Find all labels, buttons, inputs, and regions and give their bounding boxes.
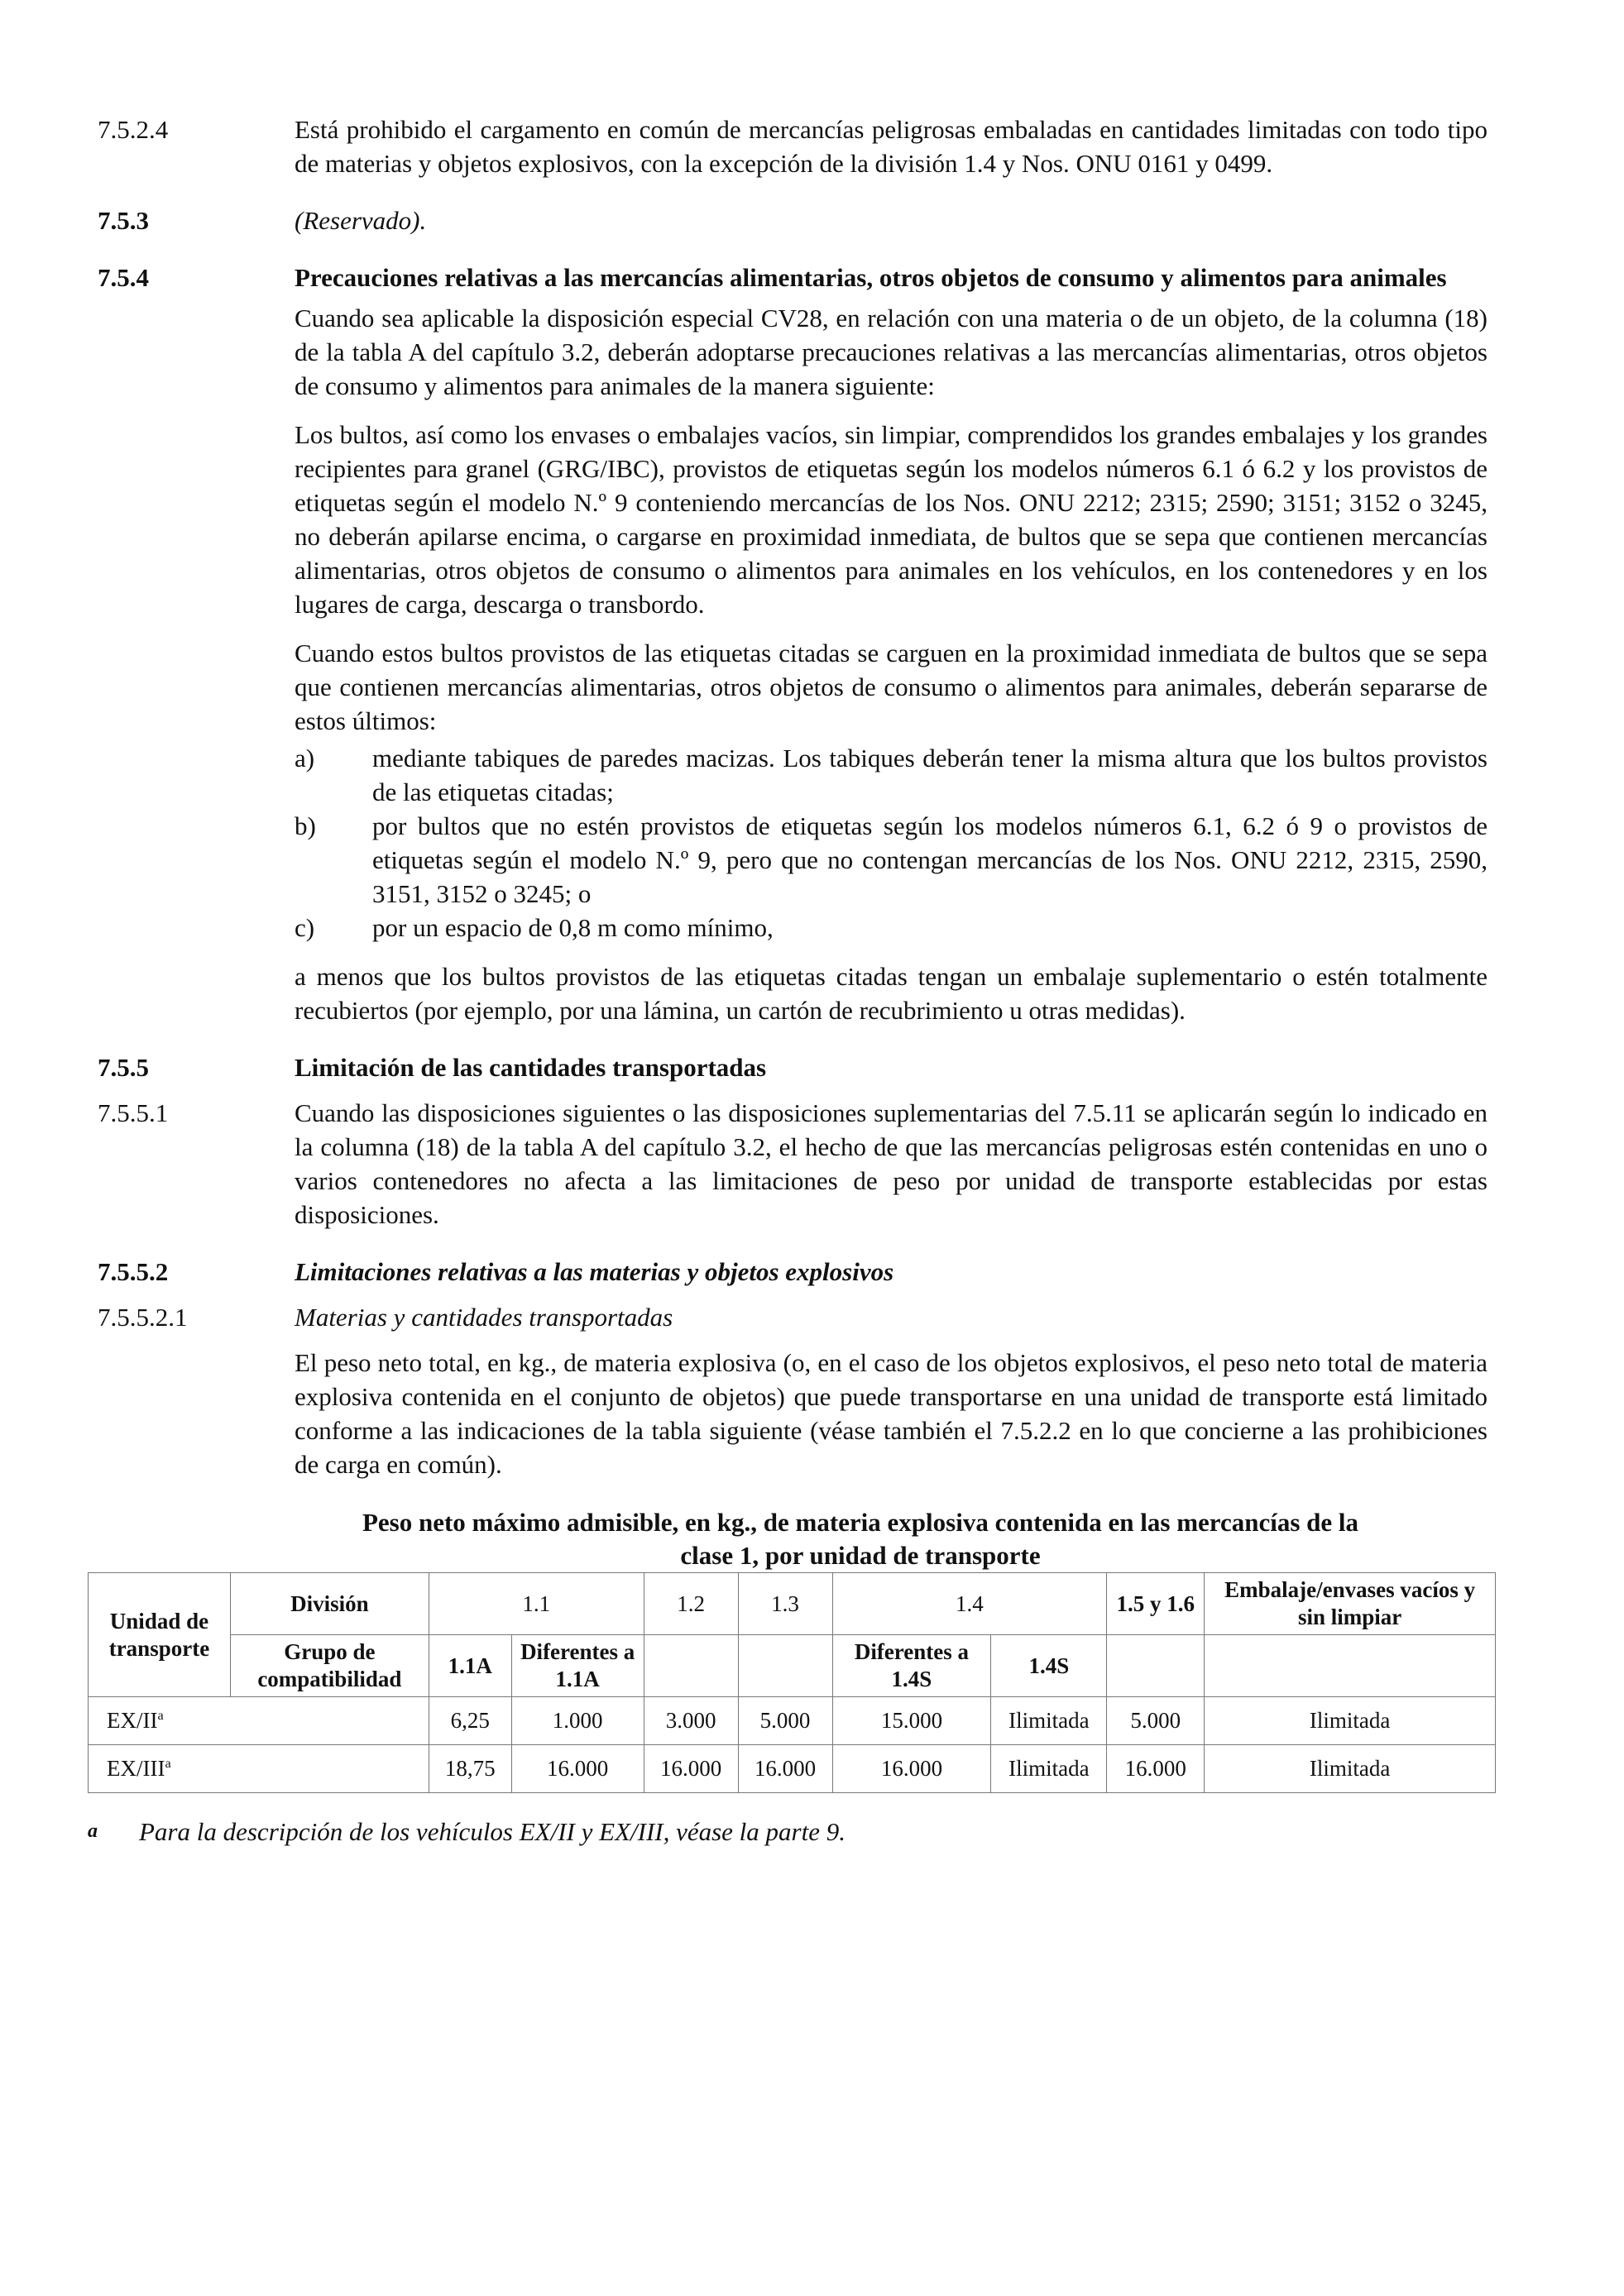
separation-list — [295, 741, 1487, 945]
section-number: 7.5.5 — [98, 1053, 149, 1082]
unit-label: EX/III — [107, 1756, 165, 1781]
table-caption-line: Peso neto máximo admisible, en kg., de materia explosiva contenida en las mercancías de la — [362, 1508, 1359, 1537]
section-heading: Limitación de las cantidades transportadas — [295, 1053, 767, 1082]
list-item-text: por un espacio de 0,8 m como mínimo, — [372, 913, 774, 942]
table-caption-line: clase 1, por unidad de transporte — [680, 1541, 1041, 1570]
header-blank — [1107, 1635, 1205, 1697]
paragraph: Cuando estos bultos provistos de las etiquetas citadas se carguen en la proximidad inmediata de bultos que se sepa que contienen mercancías alimentarias, otros objetos de consumo o alimentos para animales, deberán separarse de estos últimos: — [295, 639, 1487, 735]
section-number: 7.5.5.1 — [98, 1098, 169, 1127]
header-1-4: 1.4 — [832, 1573, 1107, 1635]
unit-cell — [89, 1697, 429, 1745]
table-row — [89, 1697, 1496, 1745]
paragraph: El peso neto total, en kg., de materia explosiva (o, en el caso de los objetos explosivos, el peso neto total de materia explosiva contenida en el conjunto de objetos) que puede transportarse en una unidad de transporte está limitado conforme a las indicaciones de la tabla siguiente (véase también el 7.5.2.2 en lo que concierne a las prohibiciones de carga en común). — [295, 1348, 1487, 1479]
section-7-5-5 — [98, 1050, 1487, 1084]
section-number: 7.5.5.2 — [98, 1257, 169, 1286]
footnote-mark: a — [88, 1820, 98, 1842]
value-cell: 16.000 — [511, 1745, 644, 1793]
value-cell: 3.000 — [644, 1697, 738, 1745]
list-item — [295, 911, 1487, 945]
section-7-5-4 — [98, 261, 1487, 1027]
section-7-5-2-4 — [98, 112, 1487, 180]
section-number: 7.5.3 — [98, 206, 149, 235]
paragraph: a menos que los bultos provistos de las etiquetas citadas tengan un embalaje suplementario o estén totalmente recubiertos (por ejemplo, por una lámina, un cartón de recubrimiento u otras medidas). — [295, 962, 1487, 1025]
section-number: 7.5.4 — [98, 263, 149, 292]
header-1-1a: 1.1A — [429, 1635, 511, 1697]
section-heading: Precauciones relativas a las mercancías alimentarias, otros objetos de consumo y alimentos para animales — [295, 263, 1447, 292]
section-7-5-5-2-1 — [98, 1300, 1487, 1481]
table-caption — [98, 1506, 1487, 1572]
table-row — [89, 1745, 1496, 1793]
paragraph: Cuando sea aplicable la disposición especial CV28, en relación con una materia o de un objeto, de la columna (18) de la tabla A del capítulo 3.2, deberán adoptarse precauciones relativas a las mercancías alimentarias, otros objetos de consumo y alimentos para animales de la manera siguiente: — [295, 304, 1487, 400]
list-item — [295, 809, 1487, 911]
section-7-5-5-1 — [98, 1096, 1487, 1232]
header-blank — [644, 1635, 738, 1697]
section-heading: Materias y cantidades transportadas — [295, 1303, 673, 1332]
section-7-5-3 — [98, 203, 1487, 237]
header-unit: Unidad de transporte — [89, 1573, 231, 1697]
footnote-ref: a — [165, 1756, 171, 1771]
footnote-ref: a — [157, 1708, 164, 1723]
header-division: División — [230, 1573, 429, 1635]
value-cell: Ilimitada — [991, 1697, 1107, 1745]
value-cell: 15.000 — [832, 1697, 991, 1745]
list-item-label: a) — [295, 744, 315, 773]
footnote — [88, 1815, 1487, 1849]
list-item-label: c) — [295, 913, 315, 942]
value-cell: 16.000 — [832, 1745, 991, 1793]
value-cell: 5.000 — [1107, 1697, 1205, 1745]
header-1-3: 1.3 — [738, 1573, 832, 1635]
paragraph: Los bultos, así como los envases o embalajes vacíos, sin limpiar, comprendidos los grandes embalajes y los grandes recipientes para granel (GRG/IBC), provistos de etiquetas según los modelos números 6.1 ó 6.2 y los provistos de etiquetas según el modelo N.º 9 conteniendo mercancías de los Nos. ONU 2212; 2315; 2590; 3151; 3152 o 3245, no deberán apilarse encima, o cargarse en proximidad inmediata, de bultos que se sepa que contienen mercancías alimentarias, otros objetos de consumo o alimentos para animales en los vehículos, en los contenedores y en los lugares de carga, descarga o transbordo. — [295, 420, 1487, 619]
list-item — [295, 741, 1487, 809]
list-item-text: mediante tabiques de paredes macizas. Los tabiques deberán tener la misma altura que los bultos provistos de las etiquetas citadas; — [372, 744, 1487, 806]
header-compat-group: Grupo de compatibilidad — [230, 1635, 429, 1697]
header-1-5-1-6: 1.5 y 1.6 — [1107, 1573, 1205, 1635]
header-blank — [1205, 1635, 1496, 1697]
value-cell: 6,25 — [429, 1697, 511, 1745]
value-cell: 1.000 — [511, 1697, 644, 1745]
header-empty-packaging: Embalaje/envases vacíos y sin limpiar — [1205, 1573, 1496, 1635]
value-cell: Ilimitada — [1205, 1745, 1496, 1793]
section-text: (Reservado). — [295, 206, 427, 235]
unit-cell — [89, 1745, 429, 1793]
section-7-5-5-2 — [98, 1255, 1487, 1289]
value-cell: 18,75 — [429, 1745, 511, 1793]
explosives-limit-table — [88, 1572, 1496, 1793]
section-number: 7.5.5.2.1 — [98, 1303, 188, 1332]
value-cell: Ilimitada — [991, 1745, 1107, 1793]
value-cell: Ilimitada — [1205, 1697, 1496, 1745]
section-number: 7.5.2.4 — [98, 115, 169, 144]
value-cell: 16.000 — [644, 1745, 738, 1793]
header-1-4s: 1.4S — [991, 1635, 1107, 1697]
header-blank — [738, 1635, 832, 1697]
value-cell: 5.000 — [738, 1697, 832, 1745]
table-header-row — [89, 1573, 1496, 1635]
header-1-1: 1.1 — [429, 1573, 644, 1635]
list-item-text: por bultos que no estén provistos de etiquetas según los modelos números 6.1, 6.2 ó 9 o provistos de etiquetas según el modelo N.º 9, pero que no contengan mercancías de los Nos. ONU 2212, 2315, 2590, 3151, 3152 o 3245; o — [372, 811, 1487, 908]
section-text: Está prohibido el cargamento en común de mercancías peligrosas embaladas en cantidades limitadas con todo tipo de materias y objetos explosivos, con la excepción de la división 1.4 y Nos. ONU 0161 y 0499. — [295, 115, 1487, 178]
header-not-1-1a: Diferentes a 1.1A — [511, 1635, 644, 1697]
footnote-text: Para la descripción de los vehículos EX/II y EX/III, véase la parte 9. — [139, 1817, 846, 1846]
list-item-label: b) — [295, 811, 316, 840]
document-page — [88, 112, 1487, 1849]
value-cell: 16.000 — [1107, 1745, 1205, 1793]
unit-label: EX/II — [107, 1708, 158, 1733]
section-heading: Limitaciones relativas a las materias y objetos explosivos — [295, 1257, 894, 1286]
table-header-row — [89, 1635, 1496, 1697]
header-1-2: 1.2 — [644, 1573, 738, 1635]
value-cell: 16.000 — [738, 1745, 832, 1793]
section-text: Cuando las disposiciones siguientes o las disposiciones suplementarias del 7.5.11 se aplicarán según lo indicado en la columna (18) de la tabla A del capítulo 3.2, el hecho de que las mercancías peligrosas estén contenidas en uno o varios contenedores no afecta a las limitaciones de peso por unidad de transporte establecidas por estas disposiciones. — [295, 1098, 1487, 1229]
header-not-1-4s: Diferentes a 1.4S — [832, 1635, 991, 1697]
